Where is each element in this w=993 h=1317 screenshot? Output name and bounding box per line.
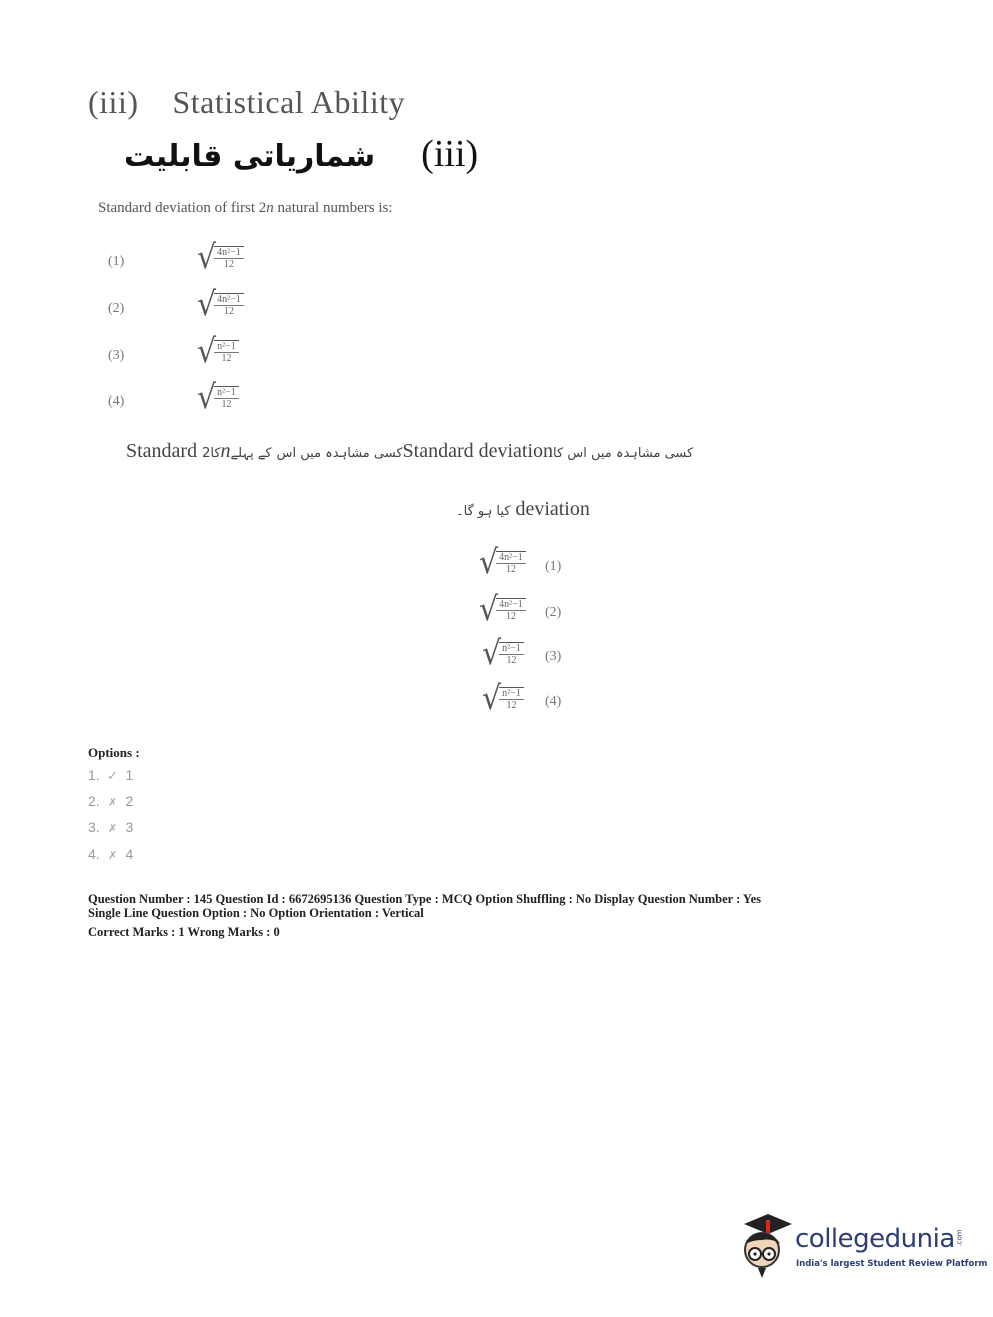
answer-label-4: (4)	[108, 394, 125, 409]
question-meta-line2: Single Line Question Option : No Option Orientation : Vertical	[88, 906, 424, 920]
urdu-answer-label-3: (3)	[545, 649, 562, 664]
check-icon: ✓	[107, 768, 119, 783]
answer-label-2: (2)	[108, 301, 125, 316]
urdu-answer-formula-1: √ $\frac{\text{4n²−1}}{12}$	[479, 548, 526, 578]
question-meta-line3: Correct Marks : 1 Wrong Marks : 0	[88, 925, 280, 939]
section-heading-ur	[124, 132, 478, 176]
urdu-answer-formula-2: √ $\frac{\text{4n²−1}}{12}$	[479, 595, 526, 625]
answer-formula-3: √ $\frac{\text{n²−1}}{12}$	[197, 337, 239, 367]
option-4[interactable]: 4. ✗ 4	[88, 846, 134, 862]
urdu-question-line1: Standard کا2nکے پہلے کسی مشاہدہ میں اسStandard deviationکسی مشاہدہ میں اس کا	[126, 440, 694, 462]
answer-label-3: (3)	[108, 348, 125, 363]
section-heading-en	[88, 84, 405, 121]
answer-formula-1: √ $\frac{\text{4n²−1}}{12}$	[197, 243, 244, 273]
logo-tagline: India's largest Student Review Platform	[796, 1259, 988, 1269]
cross-icon: ✗	[107, 797, 118, 809]
mascot-icon	[736, 1210, 796, 1280]
question-meta-line1: Question Number : 145 Question Id : 6672695136 Question Type : MCQ Option Shuffling : No Display Question Number : Yes	[88, 892, 761, 906]
urdu-answer-label-1: (1)	[545, 559, 562, 574]
urdu-answer-label-2: (2)	[545, 605, 562, 620]
urdu-answer-label-4: (4)	[545, 694, 562, 709]
cross-icon: ✗	[107, 823, 118, 835]
logo-wordmark: collegedunia	[795, 1224, 955, 1254]
answer-formula-2: √ $\frac{\text{4n²−1}}{12}$	[197, 290, 244, 320]
options-heading: Options :	[88, 745, 140, 760]
option-3[interactable]: 3. ✗ 3	[88, 819, 134, 835]
question-text: Standard deviation of first 2n natural numbers is:	[98, 200, 393, 216]
answer-formula-4: √ $\frac{\text{n²−1}}{12}$	[197, 383, 239, 413]
logo-domain-suffix: .com	[955, 1229, 964, 1247]
section-number: (iii)	[88, 84, 139, 120]
option-1[interactable]: 1. ✓ 1	[88, 767, 134, 783]
section-title: Statistical Ability	[172, 84, 406, 120]
cross-icon: ✗	[107, 850, 118, 862]
answer-label-1: (1)	[108, 254, 125, 269]
urdu-answer-formula-4: √ $\frac{\text{n²−1}}{12}$	[482, 684, 524, 714]
section-title-urdu: شماریاتی قابلیت	[124, 139, 376, 174]
urdu-question-line2: کیا ہو گا۔ deviation	[456, 498, 590, 520]
urdu-answer-formula-3: √ $\frac{\text{n²−1}}{12}$	[482, 639, 524, 669]
option-2[interactable]: 2. ✗ 2	[88, 793, 134, 809]
section-number-urdu: (iii)	[421, 133, 479, 175]
